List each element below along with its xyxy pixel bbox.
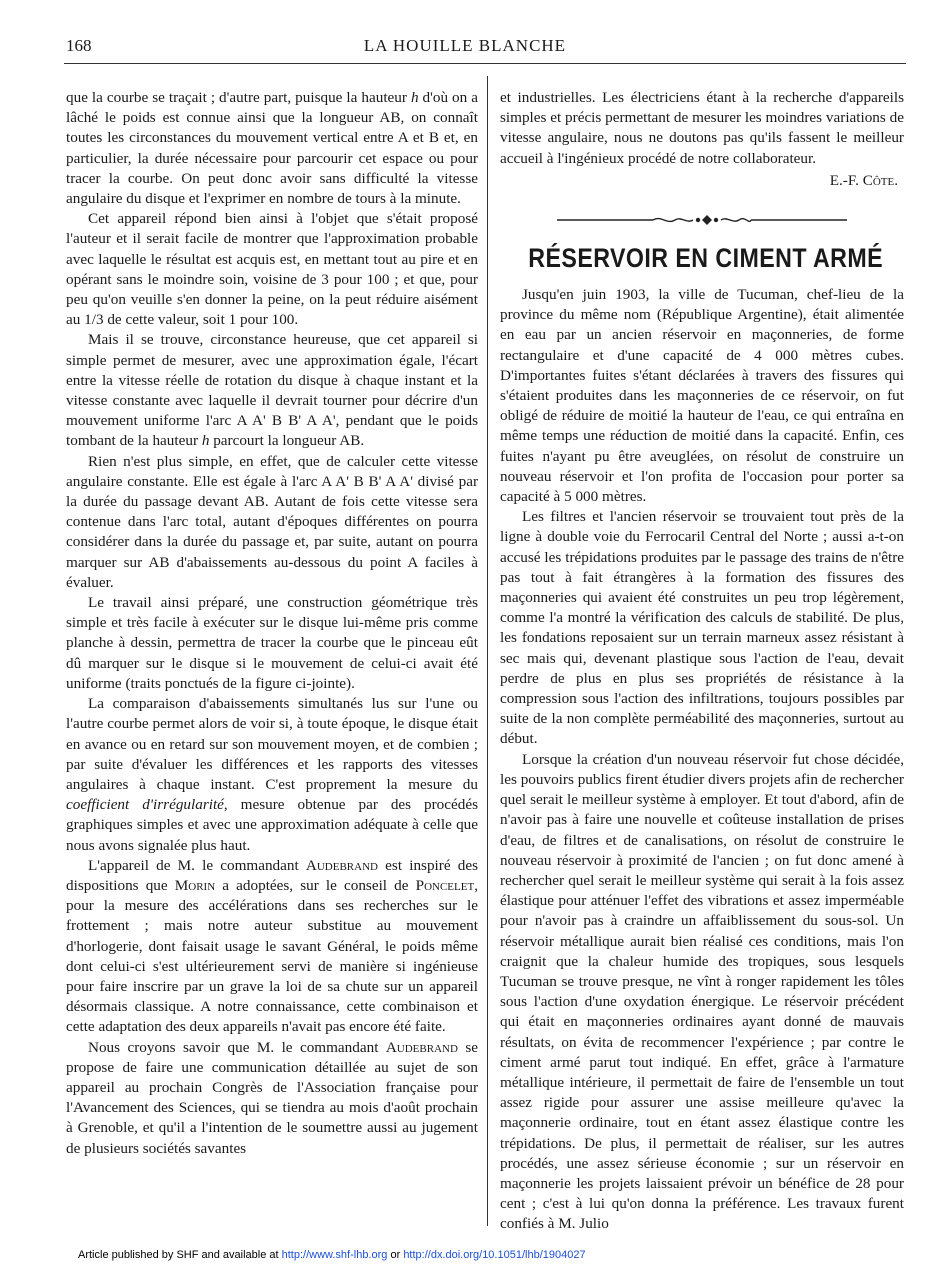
paragraph: et industrielles. Les électriciens étant à la recherche d'appareils simples et précis permettant de mesurer les moindres variations de vitesse angulaire, nous ne doutons pas qu'ils fassent le meilleur accueil à l'ingénieux procédé de notre collaborateur. <box>500 89 904 167</box>
paragraph: Les filtres et l'ancien réservoir se trouvaient tout près de la ligne à double voie du Ferrocaril Central del Norte ; aussi a-t-on accusé les trépidations produites par le passage des trains de n'être pas tout à fait étrangères à la formation des fissures des maçonneries qui avaient été construites un peu trop légèrement, comme l'a montré la vérification des calculs de stabilité. De plus, les fondations reposaient sur un terrain marneux assez résistant à sec mais qui, devenant plastique sous l'action de l'eau, devait perdre de plus en plus ses propriétés de résistance à la compression sous l'action des infiltrations, toujours possibles par suite de la non complète perméabilité des maçonneries, surtout au début. <box>500 508 904 748</box>
footer-note: Article published by SHF and available at http://www.shf-lhb.org or http://dx.doi.org/10.1051/lhb/1904027 <box>78 1249 586 1261</box>
paragraph: Mais il se trouve, circonstance heureuse, que cet appareil si simple permet de mesurer, avec une approximation égale, l'écart entre la vitesse réelle de rotation du disque à chaque instant et la vitesse constante avec laquelle il devrait tourner pour décrire d'un mouvement uniforme l'arc A A' B B' A A', pendant que le poids tombant de la hauteur h parcourt la longueur AB. <box>66 331 478 450</box>
paragraph: L'appareil de M. le commandant Audebrand est inspiré des dispositions que Morin a adoptées, sur le conseil de Poncelet, pour la mesure des accélérations dans ses recherches sur le frottement ; mais notre auteur substitue au mouvement d'horlogerie, dont faisait usage le savant Général, le poids même dont celui-ci s'est ultérieurement servi de manière si ingénieuse pour faire inscrire par un grave la loi de sa chute sur un appareil désormais classique. A notre connaissance, cette combinaison et cette adaptation des deux appareils n'avait pas encore été faite. <box>66 856 478 1036</box>
article-title: RÉSERVOIR EN CIMENT ARMÉ <box>528 243 884 274</box>
shf-link[interactable]: http://www.shf-lhb.org <box>281 1249 388 1261</box>
ornament-divider <box>500 207 904 233</box>
paragraph: Lorsque la création d'un nouveau réservoir fut chose décidée, les pouvoirs publics firent étudier divers projets afin de rechercher quel serait le meilleur système à employer. Et tout d'abord, afin de n'avoir pas à faire une nouvelle et coûteuse installation de prises d'eau, de filtres et de canalisations, on résolut de construire le nouveau réservoir à proximité de l'ancien ; on fut donc amené à rechercher quel serait le meilleur système qui serait à la fois assez élastique pour atténuer l'effet des vibrations et assez imperméable pour n'avoir pas à craindre un affaiblissement du sous-sol. Un réservoir métallique aurait bien réalisé ces conditions, mais l'on craignit que la chaleur humide des tropiques, sous lesquels Tucuman se trouve presque, ne vînt à ronger rapidement les tôles sous l'action d'une oxydation énergique. Le réservoir précédent qui était en maçonneries ordinaires ayant donné de mauvais résultats, on évita de recommencer l'expérience ; par contre le ciment armé parut tout indiqué. En effet, grâce à l'armature métallique intérieure, il permettait de faire de l'ensemble un tout assez rigide pour assurer une assise meilleure qu'avec la maçonnerie ordinaire, tout en étant assez élastique contre les trépidations. De plus, il permettait de réaliser, sur les autres procédés, une assez sérieuse économie ; sur un réservoir en maçonnerie les projets laissaient prévoir un bénéfice de 28 pour cent ; c'est à lui qu'on donna la préférence. Les travaux furent confiés à M. Julio <box>500 750 904 1233</box>
ornament-icon <box>557 213 847 227</box>
header-rule <box>64 63 906 64</box>
paragraph: que la courbe se traçait ; d'autre part, puisque la hauteur h d'où on a lâché le poids est connue ainsi que la longueur AB, on connaît toutes les circonstances du mouvement vertical entre A et B et, en particulier, la durée nécessaire pour parcourir cet espace ou pour tracer la courbe. On peut donc avoir sans difficulté la vitesse angulaire du disque et l'exprimer en nombre de tours à la minute. <box>66 89 478 208</box>
paragraph: Rien n'est plus simple, en effet, que de calculer cette vitesse angulaire constante. Elle est égale à l'arc A A' B B' A A' divisé par la durée du passage devant AB. Autant de fois cette vitesse sera contenue dans l'arc total, autant d'époques différentes on pourra considérer dans la durée du passage et, par suite, autant on pourra marquer sur AB d'abaissements au-dessous du point A faciles à évaluer. <box>66 452 478 591</box>
paragraph: Nous croyons savoir que M. le commandant Audebrand se propose de faire une communication détaillée au sujet de son appareil au prochain Congrès de l'Association française pour l'Avancement des Sciences, qui se tiendra au mois d'août prochain à Grenoble, et qu'il a l'intention de le soumettre aussi au jugement de plusieurs sociétés savantes <box>66 1038 478 1157</box>
running-title: LA HOUILLE BLANCHE <box>363 36 567 55</box>
right-column <box>500 88 904 1235</box>
page-number: 168 <box>66 36 92 55</box>
doi-link[interactable]: http://dx.doi.org/10.1051/lhb/1904027 <box>403 1249 586 1261</box>
column-rule <box>487 76 488 1226</box>
paragraph: Jusqu'en juin 1903, la ville de Tucuman, chef-lieu de la province du même nom (République Argentine), était alimentée en eau par un ancien réservoir en maçonneries, de forme rectangulaire et d'une capacité de 4 000 mètres cubes. D'importantes fuites s'étant déclarées à travers des fissures qui s'étaient produites dans les maçonneries de ce réservoir, on fut obligé de réduire de moitié la hauteur de l'eau, ce qui entraîna en même temps une réduction de moitié dans la capacité. Enfin, ces fuites n'ayant pu être aveuglées, on résolut de construire un nouveau réservoir et l'on profita de l'occasion pour porter sa capacité à 5 000 mètres. <box>500 286 904 506</box>
paragraph: Cet appareil répond bien ainsi à l'objet que s'était proposé l'auteur et il serait facile de montrer que l'approximation probable avec laquelle le résultat est acquis est, en mettant tout au pire et en opérant sans le moindre soin, voisine de 3 pour 100 ; et que, pour peu qu'on veuille s'en donner la peine, on la peut réduire aisément au 1/3 de cette valeur, soit 1 pour 100. <box>66 210 478 329</box>
paragraph: La comparaison d'abaissements simultanés lus sur l'une ou l'autre courbe permet alors de voir si, à toute époque, le disque était en avance ou en retard sur son mouvement moyen, et de combien ; par suite d'évaluer les différences et les rapports des vitesses angulaires à chaque instant. C'est proprement la mesure du coefficient d'irrégularité, mesure obtenue par des procédés graphiques simples et avec une approximation adéquate à celle que nous avons signalée plus haut. <box>66 695 479 854</box>
author-signature: E.-F. Côte. <box>829 171 898 189</box>
paragraph: Le travail ainsi préparé, une construction géométrique très simple et très facile à exécuter sur le disque lui-même pris comme planche à dessin, permettra de tracer la courbe que le pinceau eût dû marquer sur le disque si le mouvement de celui-ci avait été uniforme (traits ponctués de la figure ci-jointe). <box>66 594 478 692</box>
left-column <box>66 88 478 1159</box>
